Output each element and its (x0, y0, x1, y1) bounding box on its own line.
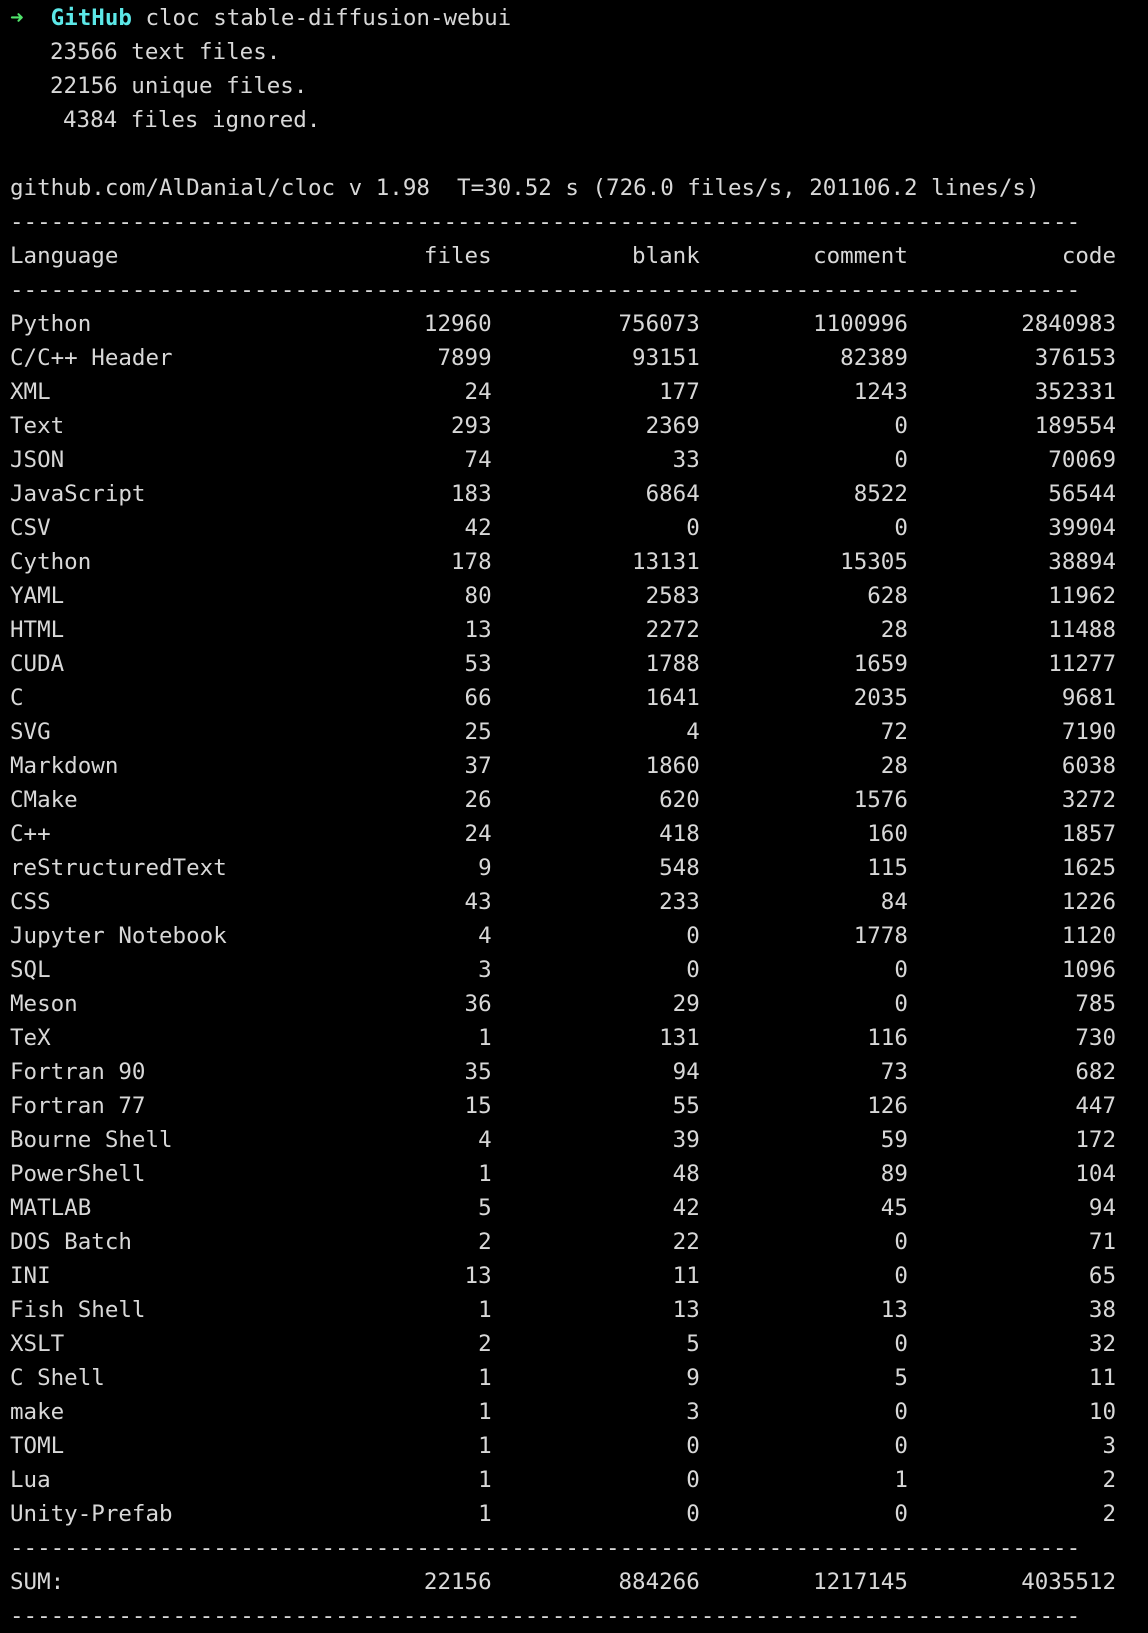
prompt-line (10, 1, 1148, 35)
unique-files-count: 22156 unique files. (50, 73, 308, 99)
cell-blank: 1641 (645, 685, 700, 711)
table-rule-bottom: ------------------------------------------------------------------------------- (10, 1603, 1081, 1629)
cell-language: Fortran 77 (10, 1093, 146, 1119)
cell-code: 65 (1088, 1263, 1117, 1289)
cell-language: C (10, 685, 24, 711)
cell-code: 1857 (1061, 821, 1117, 847)
cell-language: Jupyter Notebook (10, 923, 227, 949)
table-row (10, 783, 1116, 817)
table-row (10, 1157, 1116, 1191)
cell-blank: 548 (659, 855, 700, 881)
cell-language: reStructuredText (10, 855, 227, 881)
cell-code: 447 (1075, 1093, 1117, 1119)
cell-blank: 418 (659, 821, 700, 847)
cell-language: Fish Shell (10, 1297, 146, 1323)
cell-code: 189554 (1034, 413, 1117, 439)
cell-code: 32 (1088, 1331, 1117, 1357)
cell-files: 183 (451, 481, 492, 507)
column-header-comment: comment (813, 243, 908, 269)
column-header-files: files (423, 243, 492, 269)
cell-blank: 0 (686, 1501, 700, 1527)
table-row (10, 511, 1116, 545)
cell-files: 2 (478, 1229, 492, 1255)
cell-language: TOML (10, 1433, 65, 1459)
cell-blank: 39 (672, 1127, 700, 1153)
cell-blank: 620 (659, 787, 700, 813)
cell-blank: 5 (686, 1331, 700, 1357)
table-row (10, 647, 1116, 681)
ignored-files-count: 4384 files ignored. (63, 107, 321, 133)
cell-blank: 233 (659, 889, 700, 915)
cell-comment: 0 (894, 1331, 908, 1357)
cell-language: Fortran 90 (10, 1059, 146, 1085)
cell-blank: 42 (672, 1195, 700, 1221)
cell-blank: 9 (686, 1365, 700, 1391)
table-row (10, 613, 1116, 647)
column-header-blank: blank (632, 243, 700, 269)
cell-files: 53 (464, 651, 492, 677)
cell-files: 9 (478, 855, 492, 881)
cell-blank: 0 (686, 923, 700, 949)
cell-files: 15 (464, 1093, 492, 1119)
table-body (10, 307, 1148, 1531)
cell-comment: 1 (894, 1467, 908, 1493)
cell-comment: 28 (880, 753, 908, 779)
table-row (10, 1259, 1116, 1293)
cell-language: C++ (10, 821, 51, 847)
prompt-command: cloc stable-diffusion-webui (145, 5, 512, 31)
cell-blank: 4 (686, 719, 700, 745)
cell-comment: 28 (880, 617, 908, 643)
cell-language: C/C++ Header (10, 345, 173, 371)
cell-comment: 115 (867, 855, 908, 881)
cell-language: XSLT (10, 1331, 65, 1357)
table-row (10, 749, 1116, 783)
cell-blank: 0 (686, 1433, 700, 1459)
cell-files: 42 (464, 515, 492, 541)
cell-code: 70069 (1048, 447, 1117, 473)
cell-files: 1 (478, 1399, 492, 1425)
table-row (10, 341, 1116, 375)
cell-files: 4 (478, 1127, 492, 1153)
cell-files: 43 (464, 889, 492, 915)
table-row (10, 477, 1116, 511)
cell-comment: 82389 (840, 345, 908, 371)
cell-code: 3272 (1061, 787, 1117, 813)
cell-language: Python (10, 311, 92, 337)
cell-files: 5 (478, 1195, 492, 1221)
cell-blank: 131 (659, 1025, 700, 1051)
cell-comment: 5 (894, 1365, 908, 1391)
cell-language: SQL (10, 957, 51, 983)
cell-code: 10 (1088, 1399, 1117, 1425)
cell-comment: 1576 (853, 787, 908, 813)
cell-comment: 45 (880, 1195, 908, 1221)
cell-files: 2 (478, 1331, 492, 1357)
prompt-directory: GitHub (50, 5, 132, 31)
cell-files: 13 (464, 617, 492, 643)
cell-blank: 11 (672, 1263, 700, 1289)
cell-code: 682 (1075, 1059, 1117, 1085)
cell-comment: 0 (894, 1399, 908, 1425)
table-row (10, 1429, 1116, 1463)
table-row (10, 545, 1116, 579)
cell-code: 39904 (1048, 515, 1117, 541)
cell-code: 172 (1075, 1127, 1117, 1153)
cell-comment: 84 (880, 889, 908, 915)
cell-comment: 8522 (853, 481, 908, 507)
column-header-language: Language (10, 243, 119, 269)
cell-blank: 0 (686, 515, 700, 541)
cell-comment: 0 (894, 1229, 908, 1255)
cell-blank: 13131 (632, 549, 700, 575)
cell-language: CSS (10, 889, 51, 915)
cell-blank: 93151 (632, 345, 700, 371)
cell-code: 1120 (1061, 923, 1117, 949)
cell-code: 352331 (1034, 379, 1117, 405)
cell-language: CSV (10, 515, 51, 541)
cell-comment: 0 (894, 957, 908, 983)
cell-language: Markdown (10, 753, 119, 779)
cell-code: 2840983 (1021, 311, 1117, 337)
cell-files: 1 (478, 1501, 492, 1527)
cell-blank: 6864 (645, 481, 700, 507)
column-header-code: code (1061, 243, 1117, 269)
cell-files: 3 (478, 957, 492, 983)
cell-code: 38 (1088, 1297, 1117, 1323)
table-row-sum (10, 1565, 1116, 1599)
cell-code: 1096 (1061, 957, 1117, 983)
cell-code: 56544 (1048, 481, 1117, 507)
cell-files: 12960 (423, 311, 492, 337)
table-rule-top: ------------------------------------------------------------------------------- (10, 209, 1081, 235)
cell-comment: 0 (894, 1433, 908, 1459)
table-row (10, 885, 1116, 919)
table-row (10, 953, 1116, 987)
table-row (10, 715, 1116, 749)
cell-language: DOS Batch (10, 1229, 132, 1255)
cell-files: 1 (478, 1467, 492, 1493)
cell-blank: 94 (672, 1059, 700, 1085)
text-files-count: 23566 text files. (50, 39, 281, 65)
cell-blank: 29 (672, 991, 700, 1017)
table-header (10, 239, 1116, 273)
cell-code: 2 (1102, 1467, 1117, 1493)
cell-code: 11277 (1048, 651, 1117, 677)
cell-comment: 73 (880, 1059, 908, 1085)
cell-language: PowerShell (10, 1161, 146, 1187)
cell-comment: 1659 (853, 651, 908, 677)
cell-code: 2 (1102, 1501, 1117, 1527)
cell-code: 1625 (1061, 855, 1117, 881)
table-row (10, 1361, 1116, 1395)
table-row (10, 307, 1116, 341)
cell-language: JavaScript (10, 481, 146, 507)
cell-language: MATLAB (10, 1195, 92, 1221)
table-row (10, 1463, 1116, 1497)
table-rule-header: ------------------------------------------------------------------------------- (10, 277, 1081, 303)
table-row (10, 443, 1116, 477)
cell-blank: 55 (672, 1093, 700, 1119)
cell-files: 80 (464, 583, 492, 609)
cell-code: 11962 (1048, 583, 1117, 609)
cell-files: 1 (478, 1433, 492, 1459)
cell-blank: 0 (686, 957, 700, 983)
cell-blank: 2272 (645, 617, 700, 643)
cell-comment: 1778 (853, 923, 908, 949)
cell-files: 35 (464, 1059, 492, 1085)
sum-blank: 884266 (618, 1569, 700, 1595)
cell-language: HTML (10, 617, 65, 643)
cell-files: 66 (464, 685, 492, 711)
cell-files: 1 (478, 1025, 492, 1051)
table-row (10, 375, 1116, 409)
cell-blank: 2369 (645, 413, 700, 439)
table-row (10, 851, 1116, 885)
cell-language: XML (10, 379, 51, 405)
cell-code: 785 (1075, 991, 1117, 1017)
cell-language: SVG (10, 719, 51, 745)
sum-files: 22156 (423, 1569, 492, 1595)
blank-line (10, 137, 1148, 171)
cell-blank: 177 (659, 379, 700, 405)
table-row (10, 919, 1116, 953)
cell-files: 7899 (437, 345, 492, 371)
cell-language: Cython (10, 549, 92, 575)
cell-code: 376153 (1034, 345, 1117, 371)
cell-files: 1 (478, 1297, 492, 1323)
table-rule-sum: ------------------------------------------------------------------------------- (10, 1535, 1081, 1561)
table-row (10, 1225, 1116, 1259)
cell-blank: 0 (686, 1467, 700, 1493)
table-row (10, 681, 1116, 715)
cell-files: 37 (464, 753, 492, 779)
cell-language: CUDA (10, 651, 65, 677)
cell-files: 1 (478, 1161, 492, 1187)
cell-code: 38894 (1048, 549, 1117, 575)
cell-files: 24 (464, 821, 492, 847)
cell-code: 730 (1075, 1025, 1117, 1051)
cell-comment: 0 (894, 515, 908, 541)
cell-comment: 72 (880, 719, 908, 745)
cell-code: 11 (1088, 1365, 1117, 1391)
table-row (10, 1055, 1116, 1089)
cell-blank: 2583 (645, 583, 700, 609)
cell-comment: 116 (867, 1025, 908, 1051)
table-row (10, 1497, 1116, 1531)
cell-blank: 756073 (618, 311, 700, 337)
cell-comment: 0 (894, 447, 908, 473)
cell-language: C Shell (10, 1365, 105, 1391)
cell-language: CMake (10, 787, 78, 813)
cloc-summary-line: github.com/AlDanial/cloc v 1.98 T=30.52 s (726.0 files/s, 201106.2 lines/s) (10, 175, 1040, 201)
cell-comment: 126 (867, 1093, 908, 1119)
table-row (10, 1021, 1116, 1055)
cell-language: Lua (10, 1467, 51, 1493)
cell-files: 13 (464, 1263, 492, 1289)
cell-code: 1226 (1061, 889, 1117, 915)
cell-comment: 628 (867, 583, 908, 609)
table-row (10, 1395, 1116, 1429)
cell-comment: 15305 (840, 549, 908, 575)
cell-code: 104 (1075, 1161, 1117, 1187)
table-row (10, 987, 1116, 1021)
sum-code: 4035512 (1021, 1569, 1117, 1595)
cell-language: JSON (10, 447, 65, 473)
cell-comment: 59 (880, 1127, 908, 1153)
cell-code: 71 (1088, 1229, 1117, 1255)
cell-files: 36 (464, 991, 492, 1017)
cell-blank: 22 (672, 1229, 700, 1255)
cell-blank: 48 (672, 1161, 700, 1187)
cell-code: 11488 (1048, 617, 1117, 643)
cell-blank: 3 (686, 1399, 700, 1425)
cell-code: 9681 (1061, 685, 1117, 711)
table-row (10, 1123, 1116, 1157)
table-row (10, 817, 1116, 851)
cell-code: 3 (1102, 1433, 1117, 1459)
cell-comment: 1100996 (813, 311, 908, 337)
cell-blank: 13 (672, 1297, 700, 1323)
cell-comment: 13 (880, 1297, 908, 1323)
cell-files: 178 (451, 549, 492, 575)
table-row (10, 409, 1116, 443)
table-row (10, 579, 1116, 613)
cell-comment: 0 (894, 1263, 908, 1289)
cell-comment: 0 (894, 991, 908, 1017)
cell-language: TeX (10, 1025, 51, 1051)
cell-files: 1 (478, 1365, 492, 1391)
sum-label: SUM: (10, 1569, 65, 1595)
cell-files: 24 (464, 379, 492, 405)
cell-language: Text (10, 413, 65, 439)
cell-comment: 160 (867, 821, 908, 847)
cell-comment: 0 (894, 1501, 908, 1527)
cell-files: 26 (464, 787, 492, 813)
table-row (10, 1191, 1116, 1225)
prompt-arrow-icon: ➜ (10, 5, 24, 31)
table-row (10, 1327, 1116, 1361)
cell-blank: 1860 (645, 753, 700, 779)
cell-language: Meson (10, 991, 78, 1017)
cell-comment: 89 (880, 1161, 908, 1187)
cell-files: 293 (451, 413, 492, 439)
cell-comment: 0 (894, 413, 908, 439)
cell-code: 94 (1088, 1195, 1117, 1221)
cell-language: INI (10, 1263, 51, 1289)
table-row (10, 1293, 1116, 1327)
cell-blank: 1788 (645, 651, 700, 677)
cell-language: YAML (10, 583, 65, 609)
cell-blank: 33 (672, 447, 700, 473)
cell-language: make (10, 1399, 65, 1425)
cell-comment: 2035 (853, 685, 908, 711)
cell-code: 7190 (1061, 719, 1117, 745)
cell-files: 74 (464, 447, 492, 473)
table-row (10, 1089, 1116, 1123)
cell-files: 25 (464, 719, 492, 745)
cell-code: 6038 (1061, 753, 1117, 779)
cell-language: Bourne Shell (10, 1127, 173, 1153)
cell-files: 4 (478, 923, 492, 949)
sum-comment: 1217145 (813, 1569, 908, 1595)
cell-language: Unity-Prefab (10, 1501, 173, 1527)
cell-comment: 1243 (853, 379, 908, 405)
